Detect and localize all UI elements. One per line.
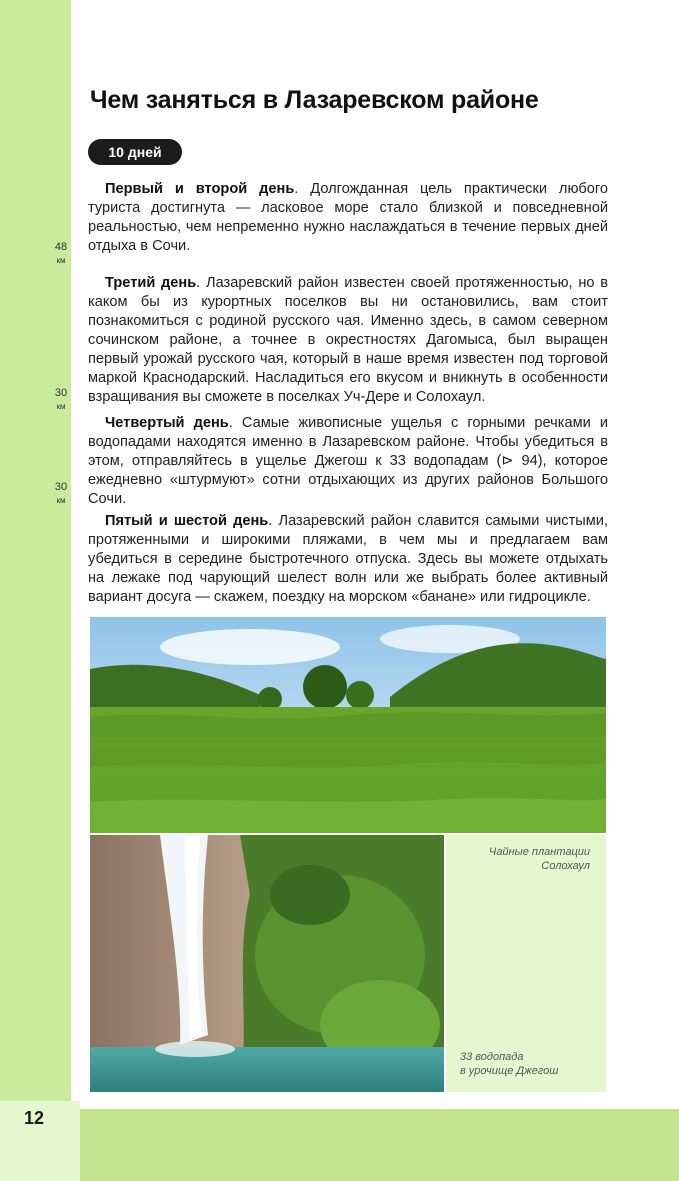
distance-unit: км <box>56 256 66 265</box>
distance-marker <box>50 240 72 268</box>
waterfall-photo <box>90 835 444 1092</box>
paragraph-lead: Третий день <box>105 275 197 291</box>
paragraph-day-5-6 <box>88 512 608 607</box>
tea-plantation-caption: Чайные плантации Солохаул <box>488 846 590 872</box>
distance-value: 48 <box>54 241 68 253</box>
distance-unit: км <box>56 496 66 505</box>
distance-value: 30 <box>54 387 68 399</box>
paragraph-day-1-2 <box>88 180 608 256</box>
paragraph-text: . Лазаревский район славится самыми чистыми, протяженными и широкими пляжами, в чем мы и предлагаем вам убедиться в середине быстротечного отпуска. Здесь вы можете отдыхать на лежаке под чарующий шелест волн или же выбрать более активный вариант досуга — скажем, поездку на морском «банане» или гидроцикле. <box>88 513 609 605</box>
page-number: 12 <box>24 1108 45 1128</box>
tea-plantation-photo <box>90 617 606 833</box>
bottom-band <box>80 1109 679 1181</box>
paragraph-text: . Долгожданная цель практически любого туриста достигнута — ласковое море стало близкой и повседневной реальностью, чем непременно нужно наслаждаться в течение первых дней отдыха в Сочи. <box>88 181 608 254</box>
waterfall-caption: 33 водопада в урочище Джегош <box>460 1051 559 1077</box>
paragraph-text: . Лазаревский район известен своей протяженностью, но в каком бы из курортных поселков вы ни остановились, вам стоит познакомиться с родиной русского чая. Именно здесь, в самом северном сочинском районе, а точнее в окрестностях Дагомыса, был выращен первый урожай русского чая, который в наше время известен под торговой маркой Краснодарский. Насладиться его вкусом и вникнуть в особенности взращивания вы сможете в поселках Уч-Дере и Солохаул. <box>88 275 608 405</box>
paragraph-day-3 <box>88 274 608 407</box>
paragraph-lead: Первый и второй день <box>105 181 295 197</box>
left-margin-band <box>0 0 71 1101</box>
paragraph-lead: Четвертый день <box>105 415 229 431</box>
distance-marker <box>50 386 72 414</box>
paragraph-day-4 <box>88 414 608 509</box>
distance-marker <box>50 480 72 508</box>
distance-value: 30 <box>54 481 68 493</box>
duration-badge: 10 дней <box>88 139 182 165</box>
paragraph-lead: Пятый и шестой день <box>105 513 269 529</box>
paragraph-text: . Самые живописные ущелья с горными речками и водопадами находятся именно в Лазаревском районе. Чтобы убедиться в этом, отправляйтесь в ущелье Джегош к 33 водопадам (⊳ 94), которое ежедневно «штурмуют» сотни отдыхающих из других районов Большого Сочи. <box>88 415 608 507</box>
distance-unit: км <box>56 402 66 411</box>
page-title: Чем заняться в Лазаревском районе <box>90 86 539 114</box>
